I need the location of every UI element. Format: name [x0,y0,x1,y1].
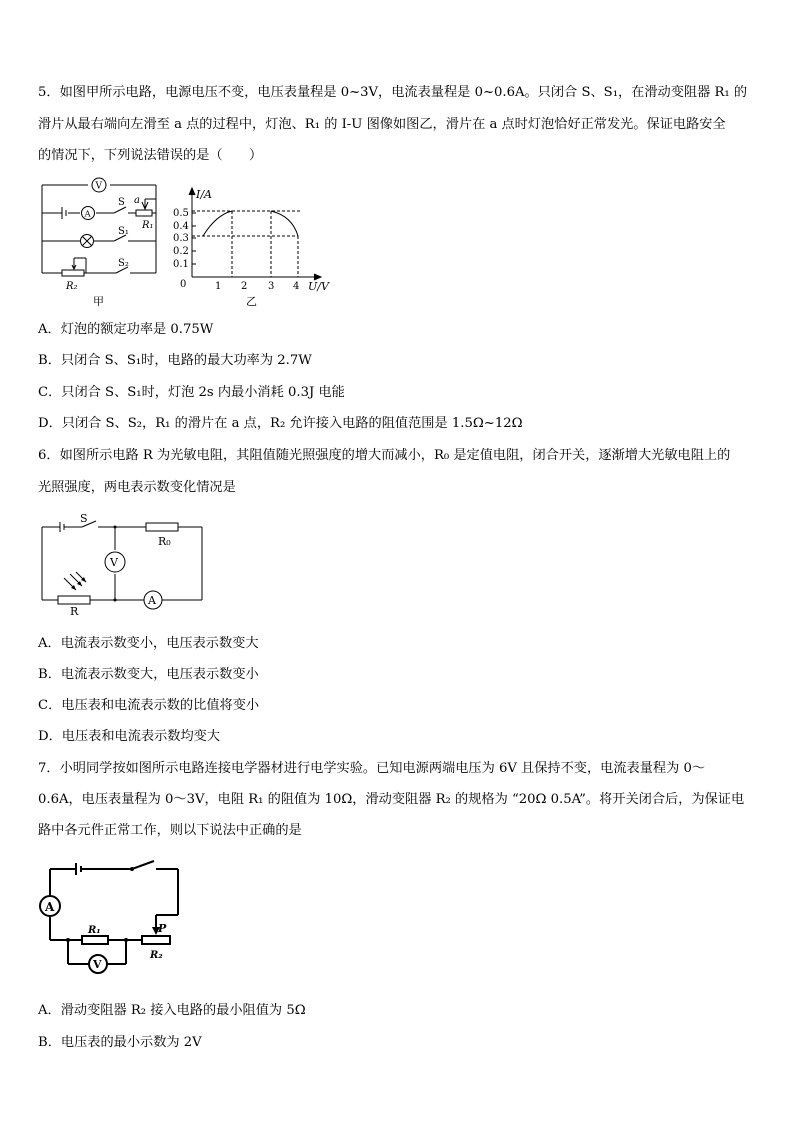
graph-xlabel: U/V [308,280,329,293]
switch-s1-label: S₁ [118,226,129,237]
q6-option-c: C．电压表和电流表示数的比值将变小 [38,698,260,713]
q6-option-a: A．电流表示数变小，电压表示数变大 [38,636,259,651]
q7-option-b: B．电压表的最小示数为 2V [38,1035,202,1050]
q7-circuit [36,855,196,985]
point-a-label: a [134,195,140,206]
q5-figure [36,172,336,312]
q5-option-a: A．灯泡的额定功率是 0.75W [38,322,214,337]
r2-label: R₂ [150,950,163,961]
ammeter-label: A [84,209,91,220]
switch-s-label: S [118,197,125,208]
q5-option-d: D．只闭合 S、S₂，R₁ 的滑片在 a 点，R₂ 允许接入电路的阻值范围是 1.5Ω~12Ω [38,416,523,431]
switch-s2-label: S₂ [118,258,129,269]
xtick: 2 [241,281,248,292]
ytick: 0.4 [173,221,189,232]
voltmeter-label: V [110,556,118,569]
ytick: 0.1 [173,259,189,270]
r2-label: R₂ [66,281,78,292]
r-label: R [70,605,79,618]
ammeter-label: A [45,900,55,914]
q6-option-d: D．电压表和电流表示数均变大 [38,729,221,744]
ammeter-label: A [148,594,156,607]
q6-option-b: B．电流表示数变大，电压表示数变小 [38,667,259,682]
voltmeter-label: V [95,181,102,192]
q7-stem-line-2: 0.6A，电压表量程为 0～3V，电阻 R₁ 的阻值为 10Ω，滑动变阻器 R₂ 的规格为 “20Ω 0.5A”。将开关闭合后，为保证电 [38,792,745,807]
r1-label: R₁ [88,925,101,936]
q7-option-a: A．滑动变阻器 R₂ 接入电路的最小阻值为 5Ω [38,1003,306,1018]
xtick: 1 [215,281,222,292]
r0-label: R₀ [158,535,171,548]
switch-s-label: S [80,512,88,525]
q7-stem-line-3: 路中各元件正常工作，则以下说法中正确的是 [38,823,302,838]
q5-option-b: B．只闭合 S、S₁时，电路的最大功率为 2.7W [38,353,312,368]
circuit-jia [42,178,156,276]
graph-ylabel: I/A [196,188,212,201]
q6-stem-line-2: 光照强度，两电表示数变化情况是 [38,480,236,495]
xtick: 4 [293,281,300,292]
q6-circuit [36,510,216,620]
q5-option-c: C．只闭合 S、S₁时，灯泡 2s 内最小消耗 0.3J 电能 [38,385,345,400]
r1-label: R₁ [142,220,154,231]
slider-p-label: P [158,922,167,935]
ytick: 0.5 [173,208,189,219]
xtick: 3 [268,281,275,292]
caption-jia: 甲 [93,295,104,308]
q5-stem-line-1: 5．如图甲所示电路，电源电压不变，电压表量程是 0~3V，电流表量程是 0~0.6A。只闭合 S、S₁，在滑动变阻器 R₁ 的 [38,85,748,100]
q7-stem-line-1: 7．小明同学按如图所示电路连接电学器材进行电学实验。已知电源两端电压为 6V 且保持不变，电流表量程为 0～ [38,761,706,776]
q6-stem-line-1: 6．如图所示电路 R 为光敏电阻，其阻值随光照强度的增大而减小，R₀ 是定值电阻，闭合开关，逐渐增大光敏电阻上的 [38,448,731,463]
q5-stem-line-3: 的情况下，下列说法错误的是（ ） [38,148,263,163]
graph-origin: 0 [180,279,187,290]
voltmeter-label: V [93,958,102,971]
iu-graph [189,188,321,280]
caption-yi: 乙 [246,295,257,308]
ytick: 0.3 [173,233,189,244]
q5-stem-line-2: 滑片从最右端向左滑至 a 点的过程中，灯泡、R₁ 的 I-U 图像如图乙，滑片在 a 点时灯泡恰好正常发光。保证电路安全 [38,117,726,132]
ytick: 0.2 [173,246,189,257]
